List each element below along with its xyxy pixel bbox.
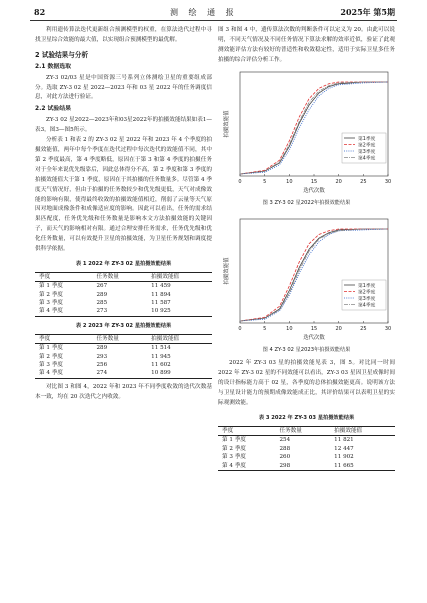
data-selection-paragraph: ZY-3 02/03 星是中国资源三号系列立体测绘卫星的重要组成部分。选取 ZY-3 02 星 2022—2023 年和 03 星 2022 年的任务调度信息，对此方法进行验证。 (35, 74, 212, 101)
x-tick-label: 15 (310, 325, 318, 332)
subsection-heading-results: 2.2 试验结果 (35, 106, 72, 113)
y-axis-label: 拍摄效能值 (224, 110, 230, 138)
legend-label: 第1季度 (358, 136, 376, 142)
y-axis-label: 拍摄效能值 (224, 257, 230, 285)
x-tick-label: 0 (238, 325, 242, 332)
table-row (218, 462, 395, 471)
continuation-paragraph: 图 3 和图 4 中，遗传算法次数的判断条件可以定义为 20。由此可以说明，不同天气情况及不同任务情况下算法求解的效率近似，验证了此观测效能评估方法有较好的普适性和收敛稳定性，适用于实际卫星多任务拍摄的综合评估分析工作。 (218, 27, 395, 63)
table1-header: 季度 (39, 273, 51, 280)
table-cell: 11 459 (151, 283, 171, 290)
table-cell: 11 894 (151, 291, 171, 298)
table-cell: 288 (279, 445, 291, 452)
x-tick-label: 10 (286, 325, 293, 332)
table2-header: 季度 (39, 335, 51, 342)
right-column (218, 26, 395, 471)
table-cell: 第 4 季度 (39, 308, 63, 315)
legend-label: 第3季度 (358, 149, 376, 155)
table-cell: 293 (96, 353, 108, 360)
table-cell: 第 1 季度 (39, 345, 63, 352)
header-rule (30, 20, 397, 21)
table2-header: 拍摄效能值 (151, 335, 180, 342)
table2-header: 任务数量 (96, 335, 119, 342)
table-cell: 11 945 (151, 353, 171, 360)
x-axis-label: 迭代次数 (303, 187, 325, 194)
table-cell: 273 (96, 308, 108, 315)
convergence-paragraph: 对比图 3 和图 4，2022 年和 2023 年不同季度收敛的迭代次数基本一致，均在 20 次迭代之内收敛。 (35, 383, 212, 400)
table-cell: 12 447 (334, 445, 354, 452)
table-row (218, 436, 395, 445)
table3-caption: 表 3 2022 年 ZY-3 03 星拍摄效能结果 (258, 414, 355, 421)
table3-header: 季度 (222, 427, 234, 434)
x-tick-label: 10 (286, 178, 293, 185)
legend-label: 第2季度 (358, 289, 376, 295)
figure-3-caption: 图 3 ZY-3 02 星2022年拍摄效能结果 (262, 199, 351, 206)
table-cell: 254 (279, 437, 291, 444)
table-cell: 289 (96, 291, 108, 298)
x-tick-label: 25 (360, 178, 367, 185)
table-cell: 260 (279, 454, 291, 461)
table-cell: 11 602 (151, 362, 171, 368)
table-row (35, 299, 212, 307)
table2-caption: 表 2 2023 年 ZY-3 02 星拍摄效能结果 (75, 322, 172, 329)
table3 (218, 426, 395, 471)
table-cell: 285 (96, 300, 108, 307)
table-cell: 第 1 季度 (39, 283, 63, 290)
table-cell: 第 4 季度 (39, 370, 63, 377)
table1-header: 任务数量 (96, 273, 119, 280)
left-column (35, 26, 212, 403)
figure-3-chart (218, 66, 395, 198)
table1-header: 拍摄效能值 (151, 273, 180, 280)
table-cell: 10 925 (151, 308, 171, 315)
table-row (218, 445, 395, 453)
table-row (35, 369, 212, 378)
table3-header: 任务数量 (279, 427, 302, 434)
table-cell: 第 4 季度 (222, 462, 246, 469)
results-analysis-paragraph: 分析表 1 和表 2 的 ZY-3 02 星 2022 年和 2023 年 4 个季度的拍摄效能值，两年中每个季度在迭代过程中每次迭代的效能值不同，其中第 2 季度最高，第 4 季度略低，原因在于第 3 和第 4 季度的拍摄任务对于全年来说优先级靠后，因此总体得分不高，第 2 季度和第 3 季度的拍摄效能值大于第 1 季度，原因在于其拍摄的任务数量多。尽管第 4 季度天气情况好，但由于拍摄的任务数较少和优先级更低，天气对成像效能的影响有限，使得最终收敛的拍摄效能值相近，削弱了云量等天气原因对地面成像条件和成像适应度的影响。因此可以看出，任务的需求结果匹配度，任务优先级和任务数量是影响本文方法拍摄效能的关键因子，而天气的影响相对有限。通过合理安排任务需求，任务优先级和优化任务数量，可以有效提升卫星的拍摄效能，为卫星任务规划和调度提供科学依据。 (35, 137, 212, 253)
journal-title: 测 绘 通 报 (170, 8, 238, 17)
legend-label: 第2季度 (358, 142, 376, 148)
chart-svg (218, 213, 395, 345)
legend-label: 第1季度 (358, 283, 376, 289)
x-tick-label: 20 (335, 325, 342, 332)
table-row (35, 291, 212, 299)
x-tick-label: 30 (384, 178, 392, 185)
table-row (35, 282, 212, 291)
table-row (35, 361, 212, 369)
x-tick-label: 0 (238, 178, 242, 185)
table-cell: 第 3 季度 (39, 300, 63, 307)
table-cell: 10 899 (151, 370, 171, 377)
page-header (0, 0, 427, 22)
x-tick-label: 20 (335, 178, 342, 185)
table1-caption: 表 1 2022 年 ZY-3 02 星拍摄效能结果 (75, 260, 172, 267)
x-tick-label: 30 (384, 325, 392, 332)
table-cell: 第 2 季度 (39, 291, 63, 298)
figure-4-chart (218, 213, 395, 345)
comparison-paragraph: 2022 年 ZY-3 03 星的拍摄效能见表 3，图 5。对比同一时间 2022 年 ZY-3 02 星的不同效能可以看出，ZY-3 03 星因卫星成像时间的设计指标能力高于 02 星，各季度的总体拍摄效能更高。说明该方法与卫星设计能力的预期成像效能成正比，其评价结果可以表明卫星的实际观测效能。 (218, 360, 395, 407)
table-cell: 第 3 季度 (222, 454, 246, 461)
table-row (35, 353, 212, 361)
table-row (35, 307, 212, 316)
table-cell: 第 1 季度 (222, 437, 246, 444)
results-intro-paragraph: ZY-3 02 星2022—2023年和03星2022年的拍摄效能结果如表1—表3，图3—图5所示。 (35, 117, 212, 134)
section-heading: 2 试验结果与分析 (35, 50, 89, 59)
legend-label: 第4季度 (358, 155, 376, 161)
x-tick-label: 25 (360, 325, 367, 332)
table-cell: 11 587 (151, 300, 171, 307)
table-cell: 第 2 季度 (39, 353, 63, 360)
legend-label: 第4季度 (358, 302, 376, 308)
page-number: 82 (34, 7, 46, 17)
subsection-heading-data: 2.1 数据选取 (35, 63, 72, 70)
x-tick-label: 5 (263, 178, 267, 185)
table-cell: 289 (96, 345, 108, 352)
table3-header: 拍摄效能值 (334, 427, 363, 434)
table-cell: 11 514 (151, 345, 171, 352)
issue-info: 2025年 第5期 (340, 7, 395, 17)
x-tick-label: 15 (310, 178, 318, 185)
table-cell: 256 (96, 362, 108, 368)
table1 (35, 272, 212, 317)
table-cell: 11 665 (334, 462, 354, 469)
x-axis-label: 迭代次数 (303, 334, 325, 341)
table-row (35, 344, 212, 353)
intro-paragraph: 利用遗传算法迭代更新组合预测模型的权重，在算法迭代过程中寻找卫星综合效能的最大值，以实现组合预测模型的最优解。 (35, 27, 212, 43)
table-cell: 11 821 (334, 437, 354, 444)
table-cell: 298 (279, 462, 291, 469)
table-row (218, 453, 395, 461)
table-cell: 第 3 季度 (39, 362, 63, 368)
x-tick-label: 5 (263, 325, 267, 332)
table-cell: 267 (96, 283, 108, 290)
figure-4-caption: 图 4 ZY-3 02 星2023年拍摄效能结果 (262, 346, 351, 353)
table-cell: 11 902 (334, 454, 354, 461)
legend-label: 第3季度 (358, 296, 376, 302)
table2 (35, 334, 212, 379)
table-cell: 274 (96, 370, 108, 377)
chart-svg (218, 66, 395, 198)
table-cell: 第 2 季度 (222, 445, 246, 452)
